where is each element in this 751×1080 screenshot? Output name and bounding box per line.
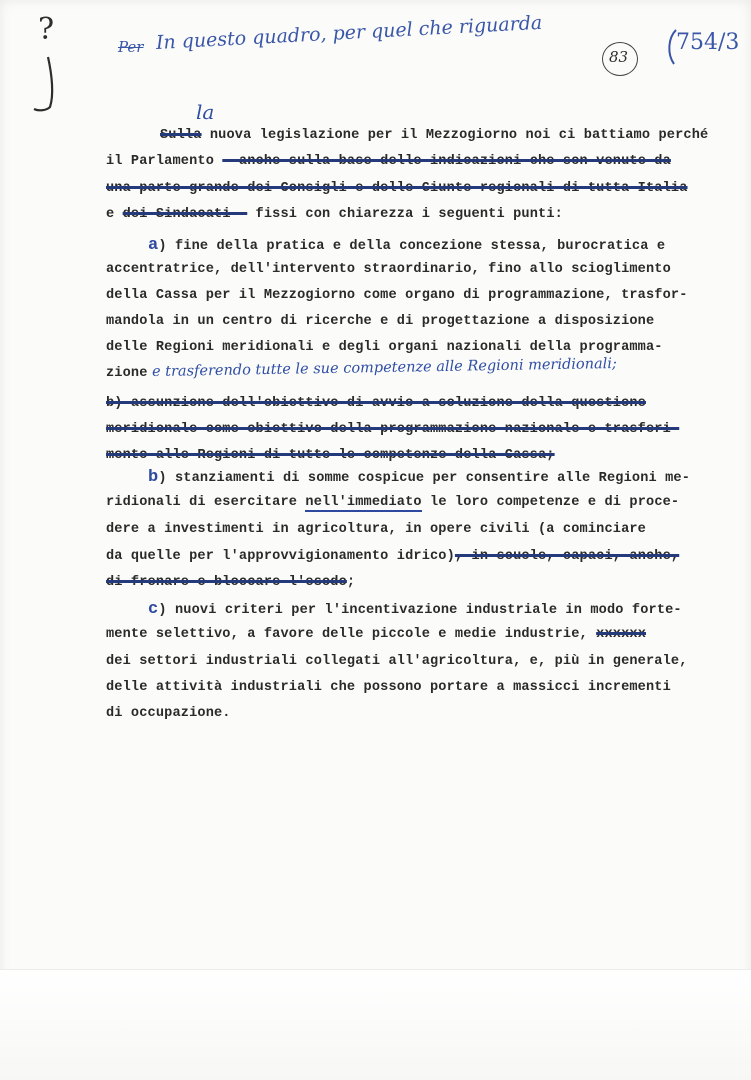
item-marker-a: a [148,236,159,255]
line-text: da quelle per l'approvvigionamento idrico) [106,549,455,564]
page-number: 83 [609,48,629,66]
body-line-22 [106,680,671,695]
scan-bottom-edge [0,969,751,1080]
struck-text: , in scuole, capaci, anche, [454,549,680,564]
header-handwritten-note: In questo quadro, per quel che riguarda [155,11,543,54]
line-text: mente selettivo, a favore delle piccole e medie industrie, [106,627,597,642]
body-line-17 [106,549,679,564]
underlined-text: nell'immediato [305,495,422,510]
header-prefix-note: Per [118,38,144,56]
body-line-11 [106,396,646,411]
line-text: zione [106,366,148,381]
body-line-12 [106,422,679,437]
line-text: ) stanziamenti di somme cospicue per consentire alle Regioni me- [158,471,691,486]
body-line-6 [106,262,671,277]
page-number-circle [602,42,638,76]
line-text: il Parlamento [106,154,223,169]
body-line-1 [160,128,708,143]
body-line-15 [106,495,679,510]
line-text: ) fine della pratica e della concezione stessa, burocratica e [158,239,666,254]
line-text: delle Regioni meridionali e degli organi nazionali della programma- [106,340,663,355]
struck-text: mento alle Regioni di tutte le competenze della Cassa; [106,448,555,463]
body-line-13 [106,448,555,463]
line-text: dei settori industriali collegati all'agricoltura, e, più in generale, [106,654,688,669]
line-text: nuova legislazione per il Mezzogiorno noi ci battiamo perché [201,128,709,143]
body-line-5 [148,236,665,255]
line-text: della Cassa per il Mezzogiorno come organo di programmazione, trasfor- [106,288,688,303]
body-line-10 [106,366,148,381]
insert-above-line: la [196,100,215,124]
body-line-21 [106,654,688,669]
margin-question-mark: ? [38,12,55,47]
line-text: accentratrice, dell'intervento straordinario, fino allo scioglimento [106,262,671,277]
body-line-9 [106,340,663,355]
line-text: di occupazione. [106,706,231,721]
struck-text: xxxxxx [596,627,647,642]
item-marker-b: b [148,468,159,487]
body-line-16 [106,522,646,537]
body-line-4 [106,207,563,222]
item-marker-c: c [148,600,159,619]
line-text: fissi con chiarezza i seguenti punti: [247,207,563,222]
body-line-3 [106,181,688,196]
line-text: delle attività industriali che possono portare a massicci incrementi [106,680,671,695]
line-text: ; [346,575,356,590]
struck-text: una parte grande dei Consigli e delle Giunte regionali di tutta Italia [106,181,688,196]
handwritten-insert: e trasferendo tutte le sue competenze alle Regioni meridionali; [151,355,617,381]
body-line-23 [106,706,231,721]
struck-text: meridionale come obiettivo della programmazione nazionale e trasferi- [106,422,680,437]
body-line-19 [148,600,682,619]
body-line-14 [148,468,690,487]
archive-number: 754/3 [676,30,740,55]
line-text: ) nuovi criteri per l'incentivazione industriale in modo forte- [158,603,682,618]
body-line-20 [106,627,646,642]
body-line-7 [106,288,688,303]
body-line-18 [106,575,355,590]
line-text: le loro competenze e di proce- [421,495,680,510]
body-line-2 [106,154,671,169]
line-text: mandola in un centro di ricerche e di progettazione a disposizione [106,314,655,329]
struck-text: - anche sulla base delle indicazioni che son venute da [222,154,671,169]
struck-text: dei Sindacati - [122,207,248,222]
body-line-8 [106,314,654,329]
struck-text: b) assunzione dell'obiettivo di avvio a soluzione della questione [106,396,646,411]
archive-bracket [664,28,680,68]
margin-bracket-mark [30,55,70,115]
struck-text: di frenare e bloccare l'esodo [106,575,347,590]
line-text: e [106,207,123,222]
line-text: ridionali di esercitare [106,495,306,510]
struck-text: Sulla [160,128,202,143]
line-text: dere a investimenti in agricoltura, in opere civili (a cominciare [106,522,646,537]
